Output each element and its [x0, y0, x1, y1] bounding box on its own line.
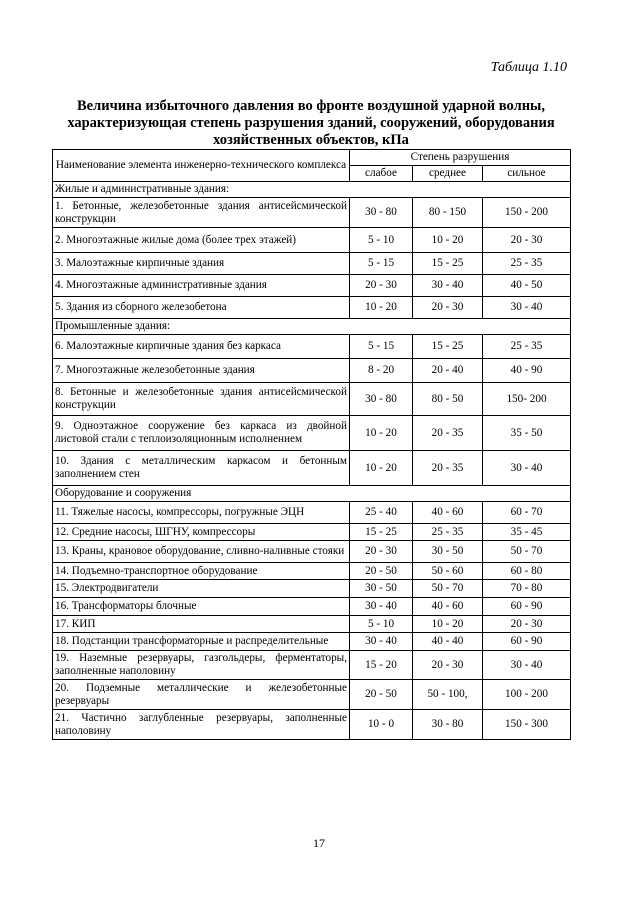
- table-row: [53, 383, 571, 416]
- element-name-cell: 12. Средние насосы, ШГНУ, компрессоры: [53, 524, 350, 541]
- medium-value-cell: 50 - 100,: [413, 680, 483, 710]
- strong-value-cell: 60 - 70: [483, 502, 571, 524]
- strong-value-cell: 150 - 200: [483, 198, 571, 228]
- section-row: [53, 319, 571, 335]
- medium-value-cell: 25 - 35: [413, 524, 483, 541]
- weak-value-cell: 20 - 30: [350, 541, 413, 563]
- medium-value-cell: 80 - 150: [413, 198, 483, 228]
- medium-value-cell: 10 - 20: [413, 616, 483, 633]
- strong-value-cell: 20 - 30: [483, 228, 571, 253]
- element-name-cell: 20. Подземные металлические и железобетонные резервуары: [53, 680, 350, 710]
- table-row: [53, 524, 571, 541]
- strong-value-cell: 30 - 40: [483, 651, 571, 680]
- medium-value-cell: 10 - 20: [413, 228, 483, 253]
- element-name-cell: 7. Многоэтажные железобетонные здания: [53, 359, 350, 383]
- table-row: [53, 633, 571, 651]
- table-row: [53, 416, 571, 451]
- weak-value-cell: 20 - 30: [350, 275, 413, 297]
- strong-value-cell: 35 - 45: [483, 524, 571, 541]
- weak-value-cell: 10 - 20: [350, 416, 413, 451]
- strong-value-cell: 150- 200: [483, 383, 571, 416]
- strong-value-cell: 100 - 200: [483, 680, 571, 710]
- medium-value-cell: 15 - 25: [413, 253, 483, 275]
- strong-value-cell: 40 - 90: [483, 359, 571, 383]
- header-strong: сильное: [483, 166, 571, 182]
- weak-value-cell: 30 - 40: [350, 598, 413, 616]
- weak-value-cell: 20 - 50: [350, 563, 413, 580]
- medium-value-cell: 40 - 60: [413, 502, 483, 524]
- strong-value-cell: 30 - 40: [483, 297, 571, 319]
- table-row: [53, 710, 571, 740]
- strong-value-cell: 25 - 35: [483, 253, 571, 275]
- section-title: Оборудование и сооружения: [53, 486, 571, 502]
- table-row: [53, 580, 571, 598]
- medium-value-cell: 20 - 30: [413, 651, 483, 680]
- weak-value-cell: 5 - 10: [350, 228, 413, 253]
- table-row: [53, 563, 571, 580]
- table-row: [53, 297, 571, 319]
- weak-value-cell: 5 - 15: [350, 253, 413, 275]
- weak-value-cell: 30 - 80: [350, 383, 413, 416]
- table-row: [53, 275, 571, 297]
- weak-value-cell: 5 - 10: [350, 616, 413, 633]
- section-row: [53, 486, 571, 502]
- medium-value-cell: 80 - 50: [413, 383, 483, 416]
- weak-value-cell: 25 - 40: [350, 502, 413, 524]
- header-destruction-degree: Степень разрушения: [350, 150, 571, 166]
- table-row: [53, 651, 571, 680]
- weak-value-cell: 10 - 20: [350, 297, 413, 319]
- table-row: [53, 598, 571, 616]
- element-name-cell: 4. Многоэтажные административные здания: [53, 275, 350, 297]
- strong-value-cell: 70 - 80: [483, 580, 571, 598]
- element-name-cell: 8. Бетонные и железобетонные здания антисейсмической конструкции: [53, 383, 350, 416]
- element-name-cell: 10. Здания с металлическим каркасом и бетонным заполнением стен: [53, 451, 350, 486]
- element-name-cell: 17. КИП: [53, 616, 350, 633]
- table-label: Таблица 1.10: [490, 60, 567, 75]
- element-name-cell: 13. Краны, крановое оборудование, сливно-наливные стояки: [53, 541, 350, 563]
- weak-value-cell: 15 - 25: [350, 524, 413, 541]
- medium-value-cell: 40 - 40: [413, 633, 483, 651]
- weak-value-cell: 15 - 20: [350, 651, 413, 680]
- table-row: [53, 253, 571, 275]
- table-row: [53, 335, 571, 359]
- medium-value-cell: 20 - 35: [413, 416, 483, 451]
- strong-value-cell: 35 - 50: [483, 416, 571, 451]
- medium-value-cell: 15 - 25: [413, 335, 483, 359]
- table-row: [53, 359, 571, 383]
- element-name-cell: 18. Подстанции трансформаторные и распределительные: [53, 633, 350, 651]
- section-title: Жилые и административные здания:: [53, 182, 571, 198]
- weak-value-cell: 30 - 50: [350, 580, 413, 598]
- element-name-cell: 2. Многоэтажные жилые дома (более трех этажей): [53, 228, 350, 253]
- table-body: [53, 182, 571, 740]
- destruction-table: [52, 149, 571, 740]
- strong-value-cell: 50 - 70: [483, 541, 571, 563]
- medium-value-cell: 50 - 60: [413, 563, 483, 580]
- strong-value-cell: 40 - 50: [483, 275, 571, 297]
- strong-value-cell: 30 - 40: [483, 451, 571, 486]
- header-weak: слабое: [350, 166, 413, 182]
- weak-value-cell: 30 - 80: [350, 198, 413, 228]
- weak-value-cell: 20 - 50: [350, 680, 413, 710]
- element-name-cell: 15. Электродвигатели: [53, 580, 350, 598]
- medium-value-cell: 40 - 60: [413, 598, 483, 616]
- element-name-cell: 19. Наземные резервуары, газгольдеры, ферментаторы, заполненные наполовину: [53, 651, 350, 680]
- table-row: [53, 616, 571, 633]
- weak-value-cell: 5 - 15: [350, 335, 413, 359]
- medium-value-cell: 30 - 50: [413, 541, 483, 563]
- weak-value-cell: 30 - 40: [350, 633, 413, 651]
- strong-value-cell: 60 - 80: [483, 563, 571, 580]
- element-name-cell: 9. Одноэтажное сооружение без каркаса из двойной листовой стали с теплоизоляционным исполнением: [53, 416, 350, 451]
- element-name-cell: 16. Трансформаторы блочные: [53, 598, 350, 616]
- table-row: [53, 502, 571, 524]
- medium-value-cell: 30 - 80: [413, 710, 483, 740]
- element-name-cell: 11. Тяжелые насосы, компрессоры, погружные ЭЦН: [53, 502, 350, 524]
- table-title: Величина избыточного давления во фронте воздушной ударной волны, характеризующая степень разрушения зданий, сооружений, оборудования хозяйственных объектов, кПа: [67, 98, 555, 148]
- header-medium: среднее: [413, 166, 483, 182]
- header-row: [53, 150, 571, 166]
- element-name-cell: 14. Подъемно-транспортное оборудование: [53, 563, 350, 580]
- medium-value-cell: 20 - 40: [413, 359, 483, 383]
- table-row: [53, 198, 571, 228]
- medium-value-cell: 50 - 70: [413, 580, 483, 598]
- strong-value-cell: 150 - 300: [483, 710, 571, 740]
- strong-value-cell: 60 - 90: [483, 598, 571, 616]
- weak-value-cell: 10 - 0: [350, 710, 413, 740]
- table-row: [53, 541, 571, 563]
- strong-value-cell: 25 - 35: [483, 335, 571, 359]
- element-name-cell: 6. Малоэтажные кирпичные здания без каркаса: [53, 335, 350, 359]
- page-number: 17: [313, 836, 325, 850]
- strong-value-cell: 20 - 30: [483, 616, 571, 633]
- element-name-cell: 1. Бетонные, железобетонные здания антисейсмической конструкции: [53, 198, 350, 228]
- element-name-cell: 21. Частично заглубленные резервуары, заполненные наполовину: [53, 710, 350, 740]
- element-name-cell: 5. Здания из сборного железобетона: [53, 297, 350, 319]
- section-title: Промышленные здания:: [53, 319, 571, 335]
- weak-value-cell: 8 - 20: [350, 359, 413, 383]
- weak-value-cell: 10 - 20: [350, 451, 413, 486]
- medium-value-cell: 30 - 40: [413, 275, 483, 297]
- header-element-name: Наименование элемента инженерно-технического комплекса: [53, 150, 350, 182]
- table-row: [53, 228, 571, 253]
- element-name-cell: 3. Малоэтажные кирпичные здания: [53, 253, 350, 275]
- table-row: [53, 680, 571, 710]
- strong-value-cell: 60 - 90: [483, 633, 571, 651]
- medium-value-cell: 20 - 30: [413, 297, 483, 319]
- section-row: [53, 182, 571, 198]
- table-row: [53, 451, 571, 486]
- medium-value-cell: 20 - 35: [413, 451, 483, 486]
